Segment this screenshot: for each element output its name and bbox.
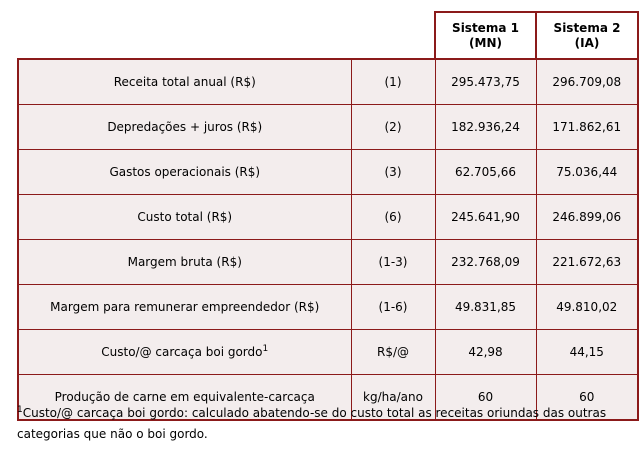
table-row-receita-total — [18, 59, 638, 105]
row-label: Margem bruta (R$) — [18, 240, 351, 285]
header-empty-cell-label — [18, 12, 351, 59]
row-sistema-1-value: 245.641,90 — [435, 195, 536, 240]
table-row-depredacoes-juros — [18, 105, 638, 150]
row-ref: (2) — [351, 105, 435, 150]
row-label: Produção de carne em equivalente-carcaça — [18, 375, 351, 421]
header-sistema-2-code: (IA) — [574, 35, 600, 50]
row-sistema-1-value: 42,98 — [435, 330, 536, 375]
table-row-custo-total — [18, 195, 638, 240]
row-sistema-2-value: 49.810,02 — [536, 285, 638, 330]
row-ref: R$/@ — [351, 330, 435, 375]
row-ref: (6) — [351, 195, 435, 240]
footnote-reference: 1 — [262, 343, 269, 354]
row-sistema-1-value: 49.831,85 — [435, 285, 536, 330]
row-label: Margem para remunerar empreendedor (R$) — [18, 285, 351, 330]
footnote-text: Custo/@ carcaça boi gordo: calculado abatendo-se do custo total as receitas oriundas das outras categorias que não o boi gordo. — [17, 406, 607, 441]
table-row-margem-empreendedor — [18, 285, 638, 330]
row-sistema-2-value: 296.709,08 — [536, 59, 638, 105]
header-sistema-2-name: Sistema 2 — [553, 20, 621, 35]
table-header-row — [18, 12, 638, 59]
economic-results-table-container — [17, 11, 637, 421]
row-sistema-1-value: 232.768,09 — [435, 240, 536, 285]
row-sistema-2-value: 221.672,63 — [536, 240, 638, 285]
row-sistema-2-value: 44,15 — [536, 330, 638, 375]
row-label: Custo total (R$) — [18, 195, 351, 240]
header-sistema-2 — [536, 12, 638, 59]
row-sistema-2-value: 171.862,61 — [536, 105, 638, 150]
row-sistema-2-value: 75.036,44 — [536, 150, 638, 195]
row-ref: kg/ha/ano — [351, 375, 435, 421]
row-label-with-footnote — [18, 330, 351, 375]
row-label: Receita total anual (R$) — [18, 59, 351, 105]
row-sistema-1-value: 182.936,24 — [435, 105, 536, 150]
header-sistema-1 — [435, 12, 536, 59]
row-label: Custo/@ carcaça boi gordo — [101, 344, 263, 359]
row-sistema-1-value: 60 — [435, 375, 536, 421]
header-sistema-1-code: (MN) — [469, 35, 502, 50]
row-ref: (1-3) — [351, 240, 435, 285]
row-ref: (3) — [351, 150, 435, 195]
row-sistema-1-value: 295.473,75 — [435, 59, 536, 105]
header-sistema-1-name: Sistema 1 — [452, 20, 519, 35]
row-label: Gastos operacionais (R$) — [18, 150, 351, 195]
header-empty-cell-ref — [351, 12, 435, 59]
row-ref: (1-6) — [351, 285, 435, 330]
row-sistema-2-value: 60 — [536, 375, 638, 421]
row-label: Depredações + juros (R$) — [18, 105, 351, 150]
table-footnote — [17, 403, 641, 445]
table-row-gastos-operacionais — [18, 150, 638, 195]
row-sistema-2-value: 246.899,06 — [536, 195, 638, 240]
table-row-margem-bruta — [18, 240, 638, 285]
economic-results-table — [17, 11, 639, 421]
table-row-custo-arroba — [18, 330, 638, 375]
row-ref: (1) — [351, 59, 435, 105]
footnote-marker: 1 — [17, 405, 23, 415]
row-sistema-1-value: 62.705,66 — [435, 150, 536, 195]
